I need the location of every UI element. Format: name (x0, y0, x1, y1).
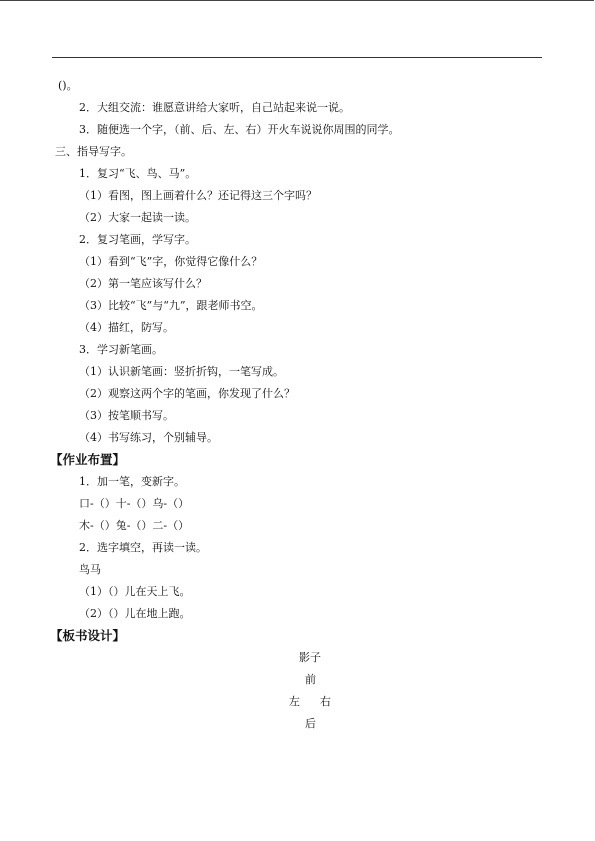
text-line: （4）书写练习，个别辅导。 (79, 431, 218, 444)
text-line: 3．学习新笔画。 (79, 343, 163, 356)
text-line: （1）（）儿在天上飞。 (79, 585, 191, 598)
board-front: 前 (305, 673, 316, 686)
board-left: 左 (289, 695, 300, 708)
text-line: 木-（）兔-（）二-（） (79, 519, 190, 532)
text-line: （3）按笔顺书写。 (79, 409, 174, 422)
text-line: 2．复习笔画，学写字。 (79, 233, 196, 246)
header-rule (52, 57, 542, 58)
section-heading: 三、指导写字。 (55, 145, 132, 158)
top-border (0, 0, 594, 1)
board-title: 影子 (299, 651, 321, 664)
text-line: 1．加一笔，变新字。 (79, 475, 185, 488)
text-line: 鸟马 (79, 563, 101, 576)
text-line: （2）大家一起读一读。 (79, 211, 196, 224)
text-line: （1）看图，图上画着什么？还记得这三个字吗？ (79, 189, 317, 202)
text-line: 2．大组交流：谁愿意讲给大家听，自己站起来说一说。 (79, 101, 350, 114)
text-line: （4）描红，防写。 (79, 321, 174, 334)
text-line: 1．复习“飞、鸟、马”。 (79, 167, 197, 180)
text-line: ()。 (58, 79, 78, 92)
text-line: （3）比较“飞”与“九”，跟老师书空。 (79, 299, 263, 312)
homework-heading: 【作业布置】 (50, 452, 126, 467)
text-line: （2）（）儿在地上跑。 (79, 607, 191, 620)
text-line: （2）第一笔应该写什么？ (79, 277, 207, 290)
board-heading: 【板书设计】 (50, 628, 126, 643)
text-line: 2．选字填空，再读一读。 (79, 541, 207, 554)
text-line: （1）看到“飞”字，你觉得它像什么？ (79, 255, 263, 268)
text-line: 3．随便选一个字，（前、后、左、右）开火车说说你周围的同学。 (79, 123, 400, 136)
text-line: （1）认识新笔画：竖折折钩，一笔写成。 (79, 365, 284, 378)
text-line: （2）观察这两个字的笔画，你发现了什么？ (79, 387, 295, 400)
board-right: 右 (320, 695, 331, 708)
board-back: 后 (305, 717, 316, 730)
text-line: 口-（）十-（）乌-（） (79, 497, 190, 510)
